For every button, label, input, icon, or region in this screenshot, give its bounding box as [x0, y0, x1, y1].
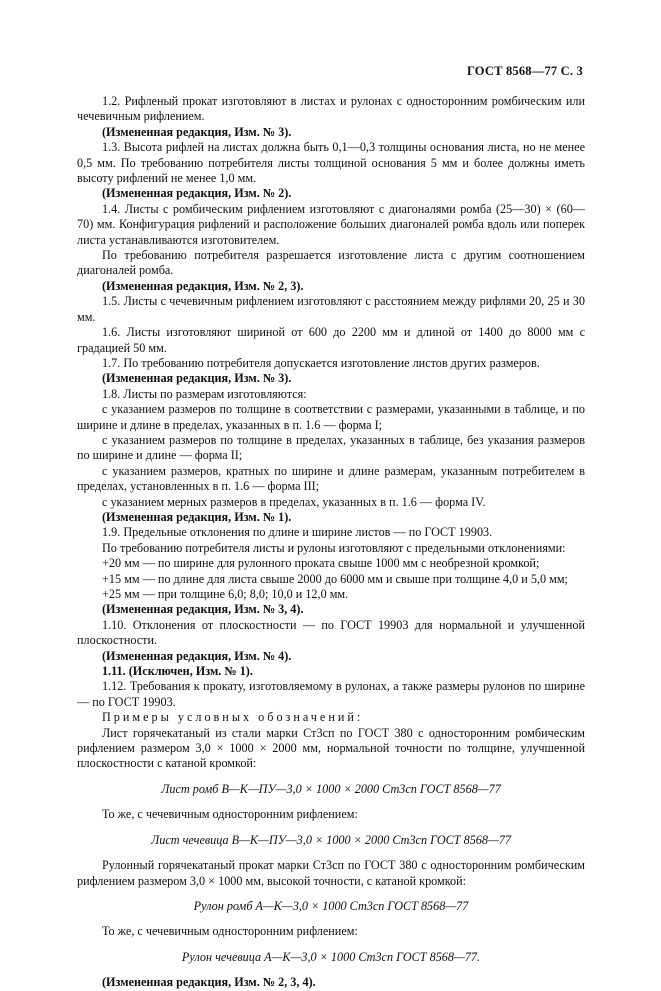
paragraph-1-2: 1.2. Рифленый прокат изготовляют в листах и рулонах с односторонним ромбическим или чечевичным рифлением.	[77, 94, 585, 124]
form-2-item: с указанием размеров по толщине в пределах, указанных в таблице, без указания размеров по ширине и длине — форма II;	[77, 432, 585, 463]
examples-heading: Примеры условных обозначений:	[102, 710, 364, 725]
paragraph-1-10: 1.10. Отклонения от плоскостности — по ГОСТ 19903 для нормальной и улучшенной плоскостности.	[77, 617, 585, 648]
page-header: ГОСТ 8568—77 С. 3	[466, 64, 583, 78]
example-4-designation: Рулон чечевица А—К—3,0 × 1000 Ст3сп ГОСТ 8568—77.	[181, 949, 481, 964]
amendment-note: (Измененная редакция, Изм. № 2, 3).	[102, 278, 304, 293]
example-2-designation: Лист чечевица В—К—ПУ—3,0 × 1000 × 2000 Ст3сп ГОСТ 8568—77	[150, 832, 512, 847]
paragraph-1-9: 1.9. Предельные отклонения по длине и ширине листов — по ГОСТ 19903.	[102, 525, 493, 540]
paragraph-1-9-note: По требованию потребителя листы и рулоны изготовляют с предельными отклонениями:	[102, 540, 566, 555]
amendment-note: (Измененная редакция, Изм. № 3).	[102, 371, 292, 386]
paragraph-1-3: 1.3. Высота рифлей на листах должна быть 0,1—0,3 толщины основания листа, но не менее 0,5 мм. По требованию потребителя листы толщиной основания 5 мм и более должны иметь высоту рифлений не менее 1,0 мм.	[77, 140, 585, 186]
amendment-note: (Измененная редакция, Изм. № 4).	[102, 648, 292, 663]
amendment-note: (Измененная редакция, Изм. № 1).	[102, 509, 292, 524]
paragraph-1-4-note: По требованию потребителя разрешается изготовление листа с другим соотношением диагоналей ромба.	[77, 248, 585, 278]
paragraph-1-8: 1.8. Листы по размерам изготовляются:	[102, 386, 307, 401]
tolerance-item: +25 мм — при толщине 6,0; 8,0; 10,0 и 12,0 мм.	[102, 587, 349, 601]
paragraph-1-4: 1.4. Листы с ромбическим рифлением изготовляют с диагоналями ромба (25—30) × (60—70) мм. Конфигурация рифлений и расположение больших диагоналей ромба вдоль или поперек листа устанавливаются изготовителем.	[77, 201, 585, 247]
form-4-item: с указанием мерных размеров в пределах, указанных в п. 1.6 — форма IV.	[102, 494, 486, 509]
amendment-note: (Измененная редакция, Изм. № 3, 4).	[102, 602, 304, 617]
amendment-note: (Измененная редакция, Изм. № 2, 3, 4).	[102, 975, 316, 990]
paragraph-1-12: 1.12. Требования к прокату, изготовляемому в рулонах, а также размеры рулонов по ширине — по ГОСТ 19903.	[77, 679, 585, 709]
amendment-note: (Измененная редакция, Изм. № 3).	[102, 124, 292, 139]
paragraph-1-6: 1.6. Листы изготовляют шириной от 600 до 2200 мм и длиной от 1400 до 8000 мм с градацией 50 мм.	[77, 325, 585, 355]
paragraph-1-11: 1.11. (Исключен, Изм. № 1).	[102, 664, 253, 679]
example-4-description: То же, с чечевичным односторонним рифлением:	[102, 924, 358, 939]
paragraph-1-7: 1.7. По требованию потребителя допускается изготовление листов других размеров.	[102, 355, 540, 370]
form-3-item: с указанием размеров, кратных по ширине и длине размерам, указанным потребителем в пределах, установленных в п. 1.6 — форма III;	[77, 463, 585, 494]
amendment-note: (Измененная редакция, Изм. № 2).	[102, 186, 292, 201]
example-3-description: Рулонный горячекатаный прокат марки Ст3сп по ГОСТ 380 с односторонним ромбическим рифлением размером 3,0 × 1000 мм, высокой точности, с катаной кромкой:	[77, 858, 585, 888]
tolerance-item: +15 мм — по длине для листа свыше 2000 до 6000 мм и свыше при толщине 4,0 и 5,0 мм;	[102, 571, 568, 586]
example-2-description: То же, с чечевичным односторонним рифлением:	[102, 807, 358, 822]
form-1-item: с указанием размеров по толщине в соответствии с размерами, указанными в таблице, и по ширине и длине в пределах, указанных в п. 1.6 — форма I;	[77, 402, 585, 432]
paragraph-1-5: 1.5. Листы с чечевичным рифлением изготовляют с расстоянием между рифлями 20, 25 и 30 мм.	[77, 294, 585, 324]
document-body	[77, 94, 585, 991]
example-3-designation: Рулон ромб А—К—3,0 × 1000 Ст3сп ГОСТ 8568—77	[193, 898, 469, 913]
tolerance-item: +20 мм — по ширине для рулонного проката свыше 1000 мм с необрезной кромкой;	[102, 556, 540, 571]
example-1-description: Лист горячекатаный из стали марки Ст3сп по ГОСТ 380 с односторонним ромбическим рифлением размером 3,0 × 1000 × 2000 мм, нормальной точности по толщине, улучшенной плоскостности с катаной кромкой:	[77, 725, 585, 771]
example-1-designation: Лист ромб В—К—ПУ—3,0 × 1000 × 2000 Ст3сп ГОСТ 8568—77	[161, 781, 501, 796]
